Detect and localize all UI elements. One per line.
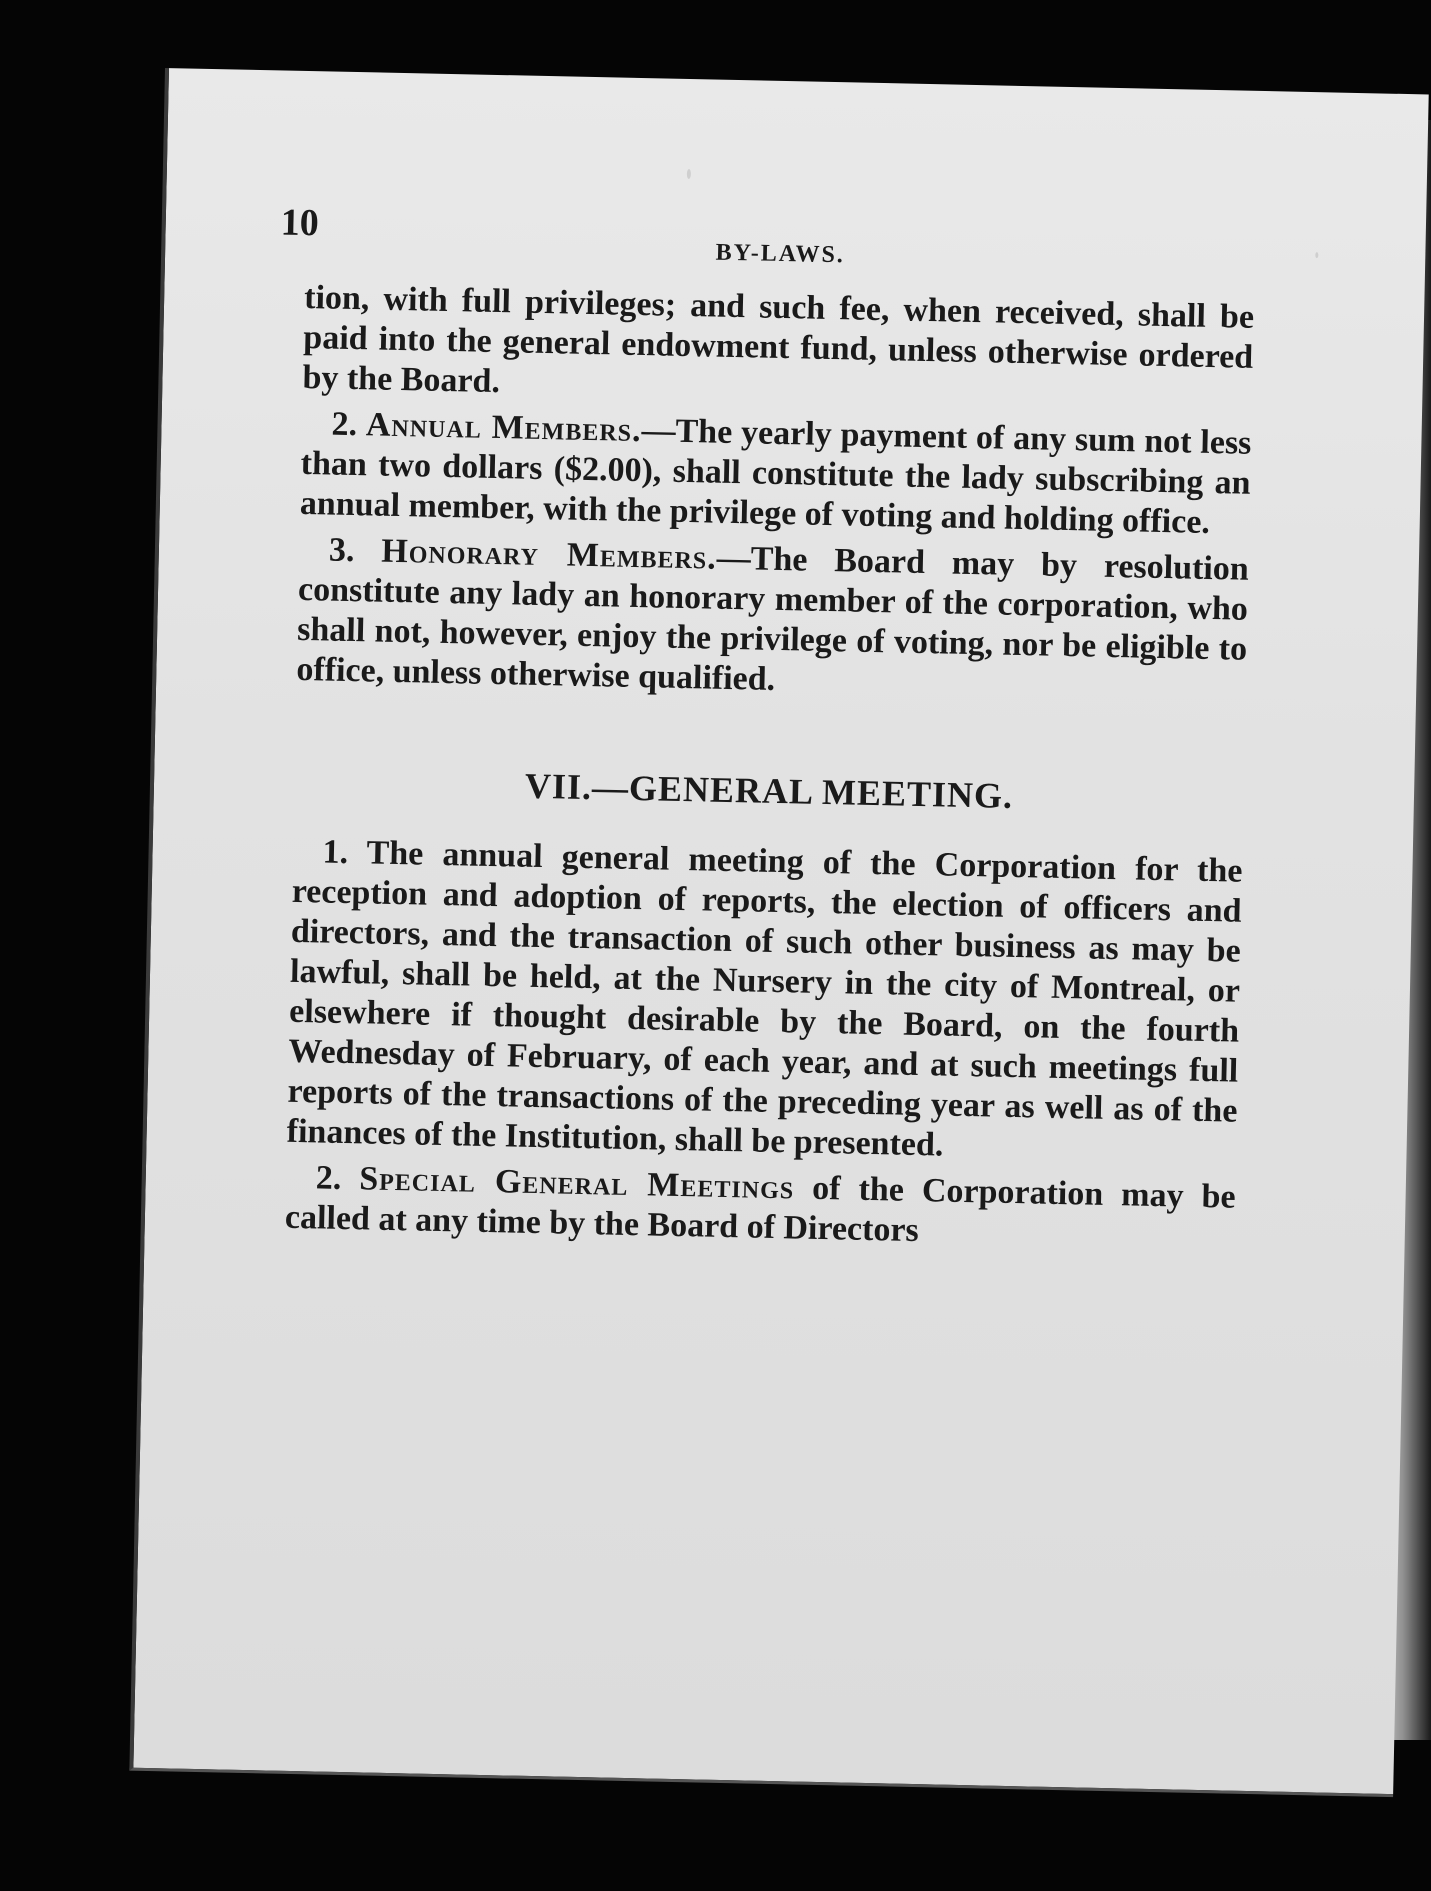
continuation-paragraph: tion, with full privileges; and such fee, when received, shall be paid into the general endowment fund, unless otherwise ordered by the Board. [302,278,1255,401]
page-content [280,201,1255,1264]
running-head: BY-LAWS. [715,239,846,269]
annual-meeting-paragraph [286,832,1242,1172]
annual-members-paragraph [299,404,1251,544]
paragraph-text: —The Board may by resolution constitute any lady an honorary member of the corporation, who shall not, however, enjoy the privilege of voting, nor be eligible to office, unless otherwise qualified. [296,539,1250,698]
paragraph-heading: Honorary Members. [380,532,718,577]
page-number: 10 [280,201,320,245]
paragraph-heading: Special General Meetings [358,1160,795,1207]
scan-speck [1315,252,1318,258]
paragraph-heading: Annual Members. [365,406,642,450]
book-page [129,68,1428,1797]
section-heading: VII.—GENERAL MEETING. [524,765,1014,816]
honorary-members-paragraph [296,530,1249,710]
paragraph-text: —The yearly payment of any sum not less than two dollars ($2.00), shall constitute the lady subscribing an annual member, with the privilege of voting and holding office. [299,412,1252,541]
paragraph-number: 1. [322,833,349,872]
special-meetings-paragraph [285,1158,1236,1258]
scan-speck [687,169,691,179]
paragraph-number: 2. [315,1159,342,1197]
paragraph-number: 2. [331,405,358,444]
paragraph-text: of the Corporation may be called at any time by the Board of Directors [284,1169,1236,1250]
paragraph-number: 3. [328,531,355,570]
paragraph-text: The annual general meeting of the Corporation for the reception and adoption of reports, the election of officers and directors, and the transaction of such other business as may be lawful, shall be held, at the Nursery in the city of Montreal, or elsewhere if thought desirable by the Board, on the fourth Wednesday of February, of each year, and at such meetings full reports of the transactions of the preceding year as well as of the finances of the Institution, shall be presented. [286,834,1243,1164]
